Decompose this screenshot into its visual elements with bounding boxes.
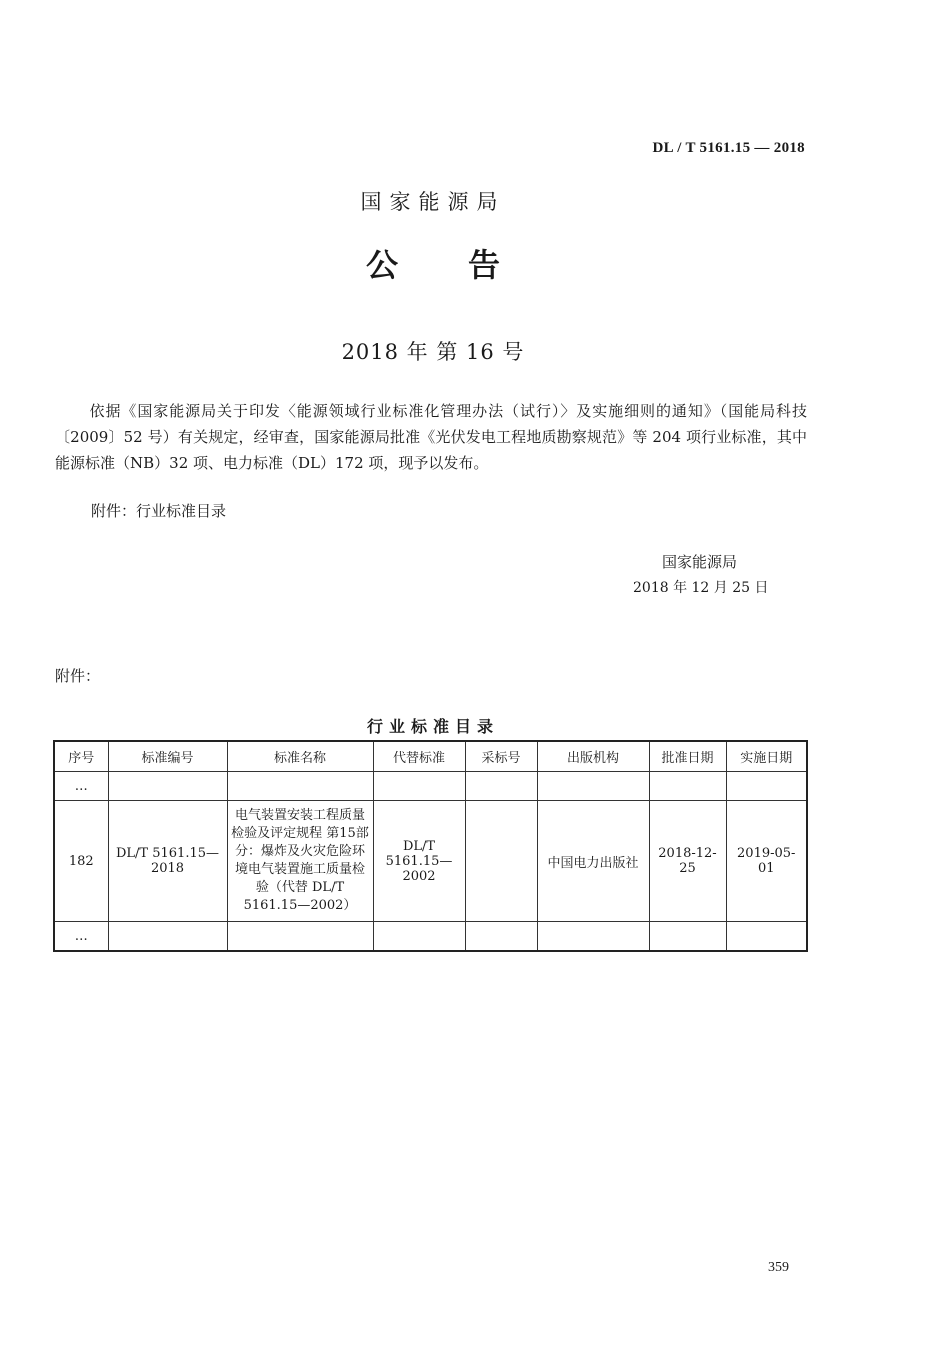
attachment-label: 附件： — [55, 667, 101, 685]
signature-date: 2018 年 12 月 25 日 — [633, 580, 769, 596]
cell-name: 电气装置安装工程质量检验及评定规程 第15部分：爆炸及火灾危险环境电气装置施工质量检验（代替 DL/T 5161.15—2002） — [227, 801, 373, 922]
table-title: 行业标准目录 — [366, 717, 499, 736]
cell-code: DL/T 5161.15—2018 — [108, 801, 227, 922]
column-header: 出版机构 — [537, 741, 649, 772]
cell-name — [227, 772, 373, 801]
cell-adopt — [465, 922, 537, 952]
cell-seq: … — [54, 922, 108, 952]
column-header: 标准编号 — [108, 741, 227, 772]
table-row — [54, 801, 807, 922]
attachment-line: 附件：行业标准目录 — [91, 502, 227, 520]
cell-replaces: DL/T 5161.15—2002 — [373, 801, 465, 922]
cell-seq: … — [54, 772, 108, 801]
notice-title: 公告 — [365, 246, 570, 284]
column-header: 序号 — [54, 741, 108, 772]
cell-code — [108, 772, 227, 801]
cell-effective: 2019-05-01 — [726, 801, 807, 922]
column-header: 标准名称 — [227, 741, 373, 772]
cell-replaces — [373, 922, 465, 952]
cell-seq: 182 — [54, 801, 108, 922]
column-header: 采标号 — [465, 741, 537, 772]
column-header: 实施日期 — [726, 741, 807, 772]
standard-code: DL / T 5161.15 — 2018 — [652, 140, 805, 156]
page-number: 359 — [768, 1260, 789, 1275]
cell-code — [108, 922, 227, 952]
cell-approved — [649, 922, 726, 952]
table-header-row — [54, 741, 807, 772]
cell-publisher — [537, 922, 649, 952]
standards-catalog-table — [53, 740, 808, 952]
cell-effective — [726, 922, 807, 952]
cell-approved — [649, 772, 726, 801]
cell-approved: 2018-12-25 — [649, 801, 726, 922]
cell-name — [227, 922, 373, 952]
cell-adopt — [465, 772, 537, 801]
column-header: 批准日期 — [649, 741, 726, 772]
notice-body: 依据《国家能源局关于印发〈能源领域行业标准化管理办法（试行）〉及实施细则的通知》（国能局科技〔2009〕52 号）有关规定，经审查，国家能源局批准《光伏发电工程地质勘察规范》等 204 项行业标准，其中能源标准（NB）32 项、电力标准（DL）172 项，现予以发布。 — [55, 402, 807, 472]
cell-publisher: 中国电力出版社 — [537, 801, 649, 922]
table-row — [54, 772, 807, 801]
column-header: 代替标准 — [373, 741, 465, 772]
notice-number: 2018 年 第 16 号 — [341, 340, 525, 364]
signature-org: 国家能源局 — [662, 553, 738, 571]
cell-replaces — [373, 772, 465, 801]
cell-effective — [726, 772, 807, 801]
agency-name: 国家能源局 — [360, 190, 506, 214]
table-row — [54, 922, 807, 952]
cell-adopt — [465, 801, 537, 922]
cell-publisher — [537, 772, 649, 801]
